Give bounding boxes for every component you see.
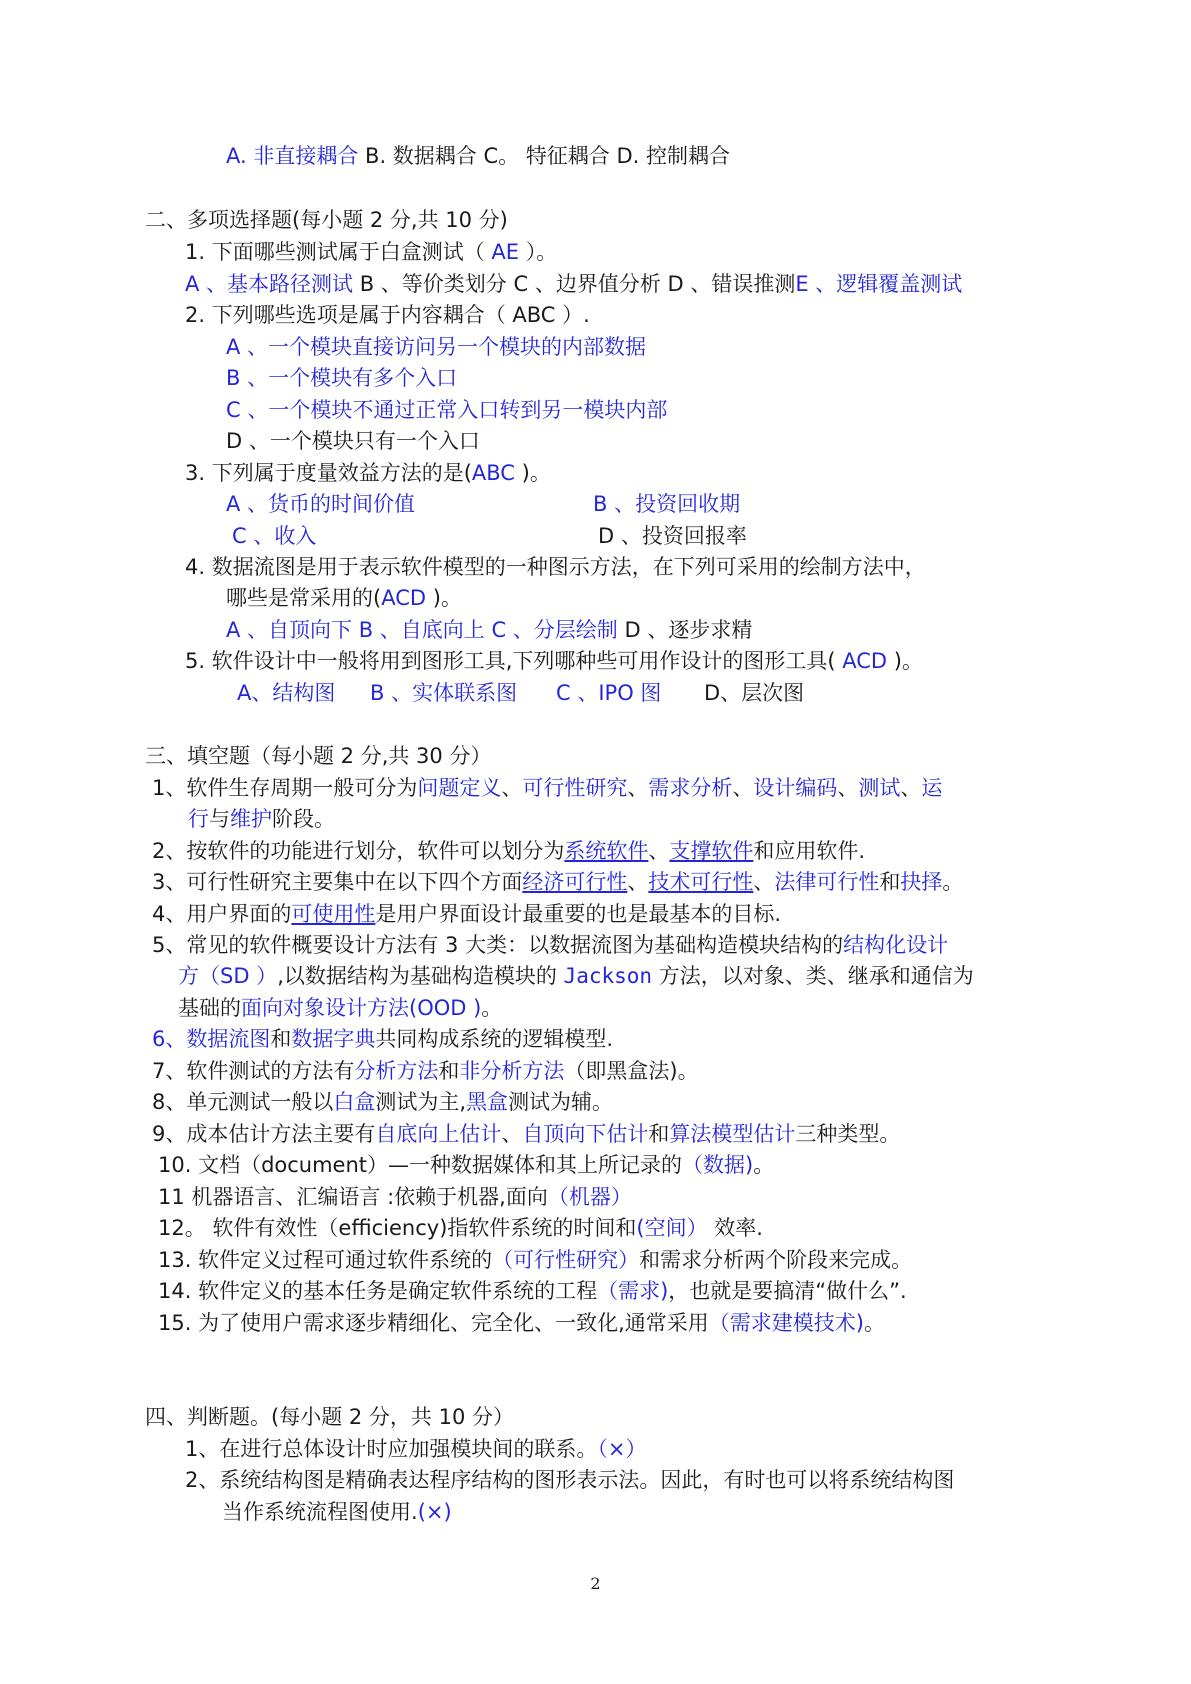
fill-text: 。 [863,1311,885,1335]
fill-text: 8、单元测试一般以 [152,1090,334,1114]
q3-option-a: A 、货币的时间价值 [226,492,416,516]
fill-answer: 系统软件 [564,839,649,863]
fill-item-5 [152,931,948,959]
q4-line1: 4. 数据流图是用于表示软件模型的一种图示方法，在下列可采用的绘制方法中， [185,555,926,579]
fill-text: 、 [732,776,754,800]
fill-text: 。 [942,870,964,894]
fill-text: 2、按软件的功能进行划分，软件可以划分为 [152,839,565,863]
fill-item-13 [158,1246,912,1274]
fill-answer: 设计编码 [753,776,838,800]
fill-answer: 算法模型估计 [669,1122,796,1146]
q3-text: 3. 下列属于度量效益方法的是( [185,461,472,485]
fill-text: 共同构成系统的逻辑模型. [375,1027,614,1051]
fill-answer: 数据字典 [291,1027,376,1051]
fill-answer: （需求) [597,1279,669,1303]
fill-answer: 结构化设计 [843,933,949,957]
fill-answer: 黑盒 [466,1090,509,1114]
fill-text: 11 机器语言、汇编语言 :依赖于机器,面向 [158,1185,548,1209]
fill-text: 15. 为了使用户需求逐步精细化、完全化、一致化,通常采用 [158,1311,709,1335]
fill-item-7 [152,1057,699,1085]
fill-item-5-cont2 [178,994,502,1022]
q5-option-d: D、层次图 [704,681,805,705]
fill-answer: （需求建模技术) [708,1311,864,1335]
judge-item-1 [185,1435,646,1463]
fill-item-4 [152,900,781,928]
fill-text: 3、可行性研究主要集中在以下四个方面 [152,870,523,894]
fill-item-11 [158,1183,632,1211]
q4-options-abc: A 、自顶向下 B 、自底向上 C 、分层绘制 [226,618,618,642]
q2-option-b: B 、一个模块有多个入口 [226,366,458,390]
fill-text: 、 [627,776,649,800]
fill-answer: 面向对象设计方法(OOD ) [241,996,482,1020]
q5-answer: ACD [842,649,888,673]
q1-options [185,270,962,298]
fill-item-1-cont [188,805,335,833]
fill-answer: 6、 [152,1027,187,1051]
judge-item-2: 2、系统结构图是精确表达程序结构的图形表示法。因此，有时也可以将系统结构图 [185,1468,955,1492]
q3-option-b: B 、投资回收期 [593,492,741,516]
fill-item-1 [152,774,942,802]
fill-text: 、 [501,1122,523,1146]
fill-answer: 支撑软件 [669,839,754,863]
section2-title: 二、多项选择题(每小题 2 分,共 10 分) [145,208,508,232]
q2-answer: ABC [512,303,556,327]
fill-text: 、 [627,870,649,894]
fill-text: 5、常见的软件概要设计方法有 3 大类：以数据流图为基础构造模块结构的 [152,933,844,957]
fill-text: 和应用软件. [753,839,866,863]
fill-text: 、 [648,839,670,863]
fill-text: 效率. [707,1216,763,1240]
fill-text: 7、软件测试的方法有 [152,1059,355,1083]
fill-text: 阶段。 [272,807,335,831]
fill-item-8 [152,1088,613,1116]
fill-text: 与 [209,807,230,831]
q1-text: 1. 下面哪些测试属于白盒测试（ [185,240,492,264]
judge-text: 当作系统流程图使用. [222,1500,418,1524]
fill-item-9 [152,1120,900,1148]
fill-text: 和 [879,870,901,894]
fill-answer: 可行性研究 [522,776,628,800]
q1-end: ）。 [519,240,558,264]
fill-answer: 非分析方法 [459,1059,565,1083]
fill-text: ,以数据结构为基础构造模块的 [277,964,564,988]
page-number: 2 [590,1574,601,1593]
q3-stem [185,459,551,487]
fill-text: 、 [900,776,922,800]
fill-text: 10. 文档（document）—一种数据媒体和其上所记录的 [158,1153,683,1177]
section3-title: 三、填空题（每小题 2 分,共 30 分） [145,744,492,768]
q2-option-c: C 、一个模块不通过正常入口转到另一模块内部 [226,398,668,422]
section4-title: 四、判断题。(每小题 2 分，共 10 分） [145,1405,514,1429]
fill-item-6 [152,1025,613,1053]
q3-option-c: C 、收入 [232,524,317,548]
fill-text: 、 [753,870,775,894]
q2-stem [185,301,590,329]
fill-answer: Jackson [563,964,653,988]
judge-answer: (×) [417,1500,452,1524]
fill-answer: 自顶向下估计 [522,1122,649,1146]
fill-answer: 需求分析 [648,776,733,800]
q2-option-d: D 、一个模块只有一个入口 [226,429,480,453]
fill-text: 和 [438,1059,460,1083]
single-choice-options [226,142,730,170]
fill-item-15 [158,1309,885,1337]
q1-answer: AE [491,240,520,264]
q4-option-d: D 、逐步求精 [617,618,753,642]
q2-end: ）. [555,303,590,327]
q3-option-d: D 、投资回报率 [598,524,747,548]
fill-answer: 方（SD ） [178,964,278,988]
fill-text: （即黑盒法)。 [564,1059,699,1083]
fill-answer: (空间） [636,1216,708,1240]
fill-text: 、 [501,776,523,800]
fill-text: 和需求分析两个阶段来完成。 [639,1248,913,1272]
fill-answer: 白盒 [333,1090,376,1114]
fill-text: 。 [481,996,503,1020]
fill-answer: 经济可行性 [522,870,628,894]
fill-text: ，也就是要搞清“做什么”. [668,1279,907,1303]
fill-answer: 测试 [858,776,901,800]
fill-text: 方法，以对象、类、继承和通信为 [652,964,974,988]
judge-answer: （×） [597,1437,647,1461]
fill-answer: 自底向上估计 [375,1122,502,1146]
fill-item-3 [152,868,963,896]
q4-text: 哪些是常采用的( [226,586,382,610]
q4-answer: ACD [381,586,427,610]
q1-options-bcd: B 、等价类划分 C 、边界值分析 D 、错误推测 [353,272,796,296]
q4-end: )。 [426,586,462,610]
q5-option-b: B 、实体联系图 [370,681,518,705]
fill-text: 和 [270,1027,292,1051]
fill-item-14 [158,1277,907,1305]
q5-stem [185,647,923,675]
fill-text: 、 [837,776,859,800]
fill-text: 14. 软件定义的基本任务是确定软件系统的工程 [158,1279,598,1303]
fill-answer: （可行性研究） [492,1248,640,1272]
judge-text: 1、在进行总体设计时应加强模块间的联系。 [185,1437,598,1461]
q3-answer: ABC [471,461,515,485]
fill-answer: 问题定义 [417,776,502,800]
fill-text: 三种类型。 [795,1122,901,1146]
fill-answer: 技术可行性 [648,870,754,894]
fill-answer: （数据) [682,1153,754,1177]
q3-end: )。 [514,461,551,485]
q5-end: )。 [887,649,923,673]
fill-answer: 行 [188,807,209,831]
fill-answer: （机器） [547,1185,632,1209]
fill-answer: 法律可行性 [774,870,880,894]
fill-text: 13. 软件定义过程可通过软件系统的 [158,1248,493,1272]
fill-text: 9、成本估计方法主要有 [152,1122,376,1146]
q4-options [226,616,752,644]
q1-option-e: E 、逻辑覆盖测试 [795,272,963,296]
q5-option-a: A、结构图 [237,681,336,705]
fill-text: 4、用户界面的 [152,902,292,926]
fill-text: 12。 软件有效性（efficiency)指软件系统的时间和 [158,1216,637,1240]
fill-answer: 分析方法 [354,1059,439,1083]
option-a-answer: A. 非直接耦合 [226,144,359,168]
q5-option-c: C 、IPO 图 [556,681,662,705]
fill-text: 是用户界面设计最重要的也是最基本的目标. [375,902,782,926]
fill-answer: 抉择 [900,870,943,894]
fill-answer: 维护 [230,807,272,831]
q1-stem [185,238,557,266]
fill-text: 测试为主, [375,1090,467,1114]
fill-text: 1、软件生存周期一般可分为 [152,776,418,800]
fill-item-2 [152,837,865,865]
fill-text: 测试为辅。 [508,1090,614,1114]
fill-text: 基础的 [178,996,241,1020]
q4-line2 [226,584,462,612]
q5-text: 5. 软件设计中一般将用到图形工具,下列哪种些可用作设计的图形工具( [185,649,843,673]
fill-answer: 运 [921,776,943,800]
fill-text: 和 [648,1122,670,1146]
fill-item-10 [158,1151,774,1179]
fill-text: 。 [753,1153,775,1177]
fill-answer: 数据流图 [186,1027,271,1051]
q2-option-a: A 、一个模块直接访问另一个模块的内部数据 [226,335,647,359]
q1-option-a: A 、基本路径测试 [185,272,354,296]
fill-item-12 [158,1214,763,1242]
fill-item-5-cont [178,962,974,990]
options-bcd: B. 数据耦合 C。 特征耦合 D. 控制耦合 [358,144,731,168]
judge-item-2-cont [222,1498,452,1526]
fill-answer: 可使用性 [291,902,376,926]
q2-text: 2. 下列哪些选项是属于内容耦合（ [185,303,513,327]
